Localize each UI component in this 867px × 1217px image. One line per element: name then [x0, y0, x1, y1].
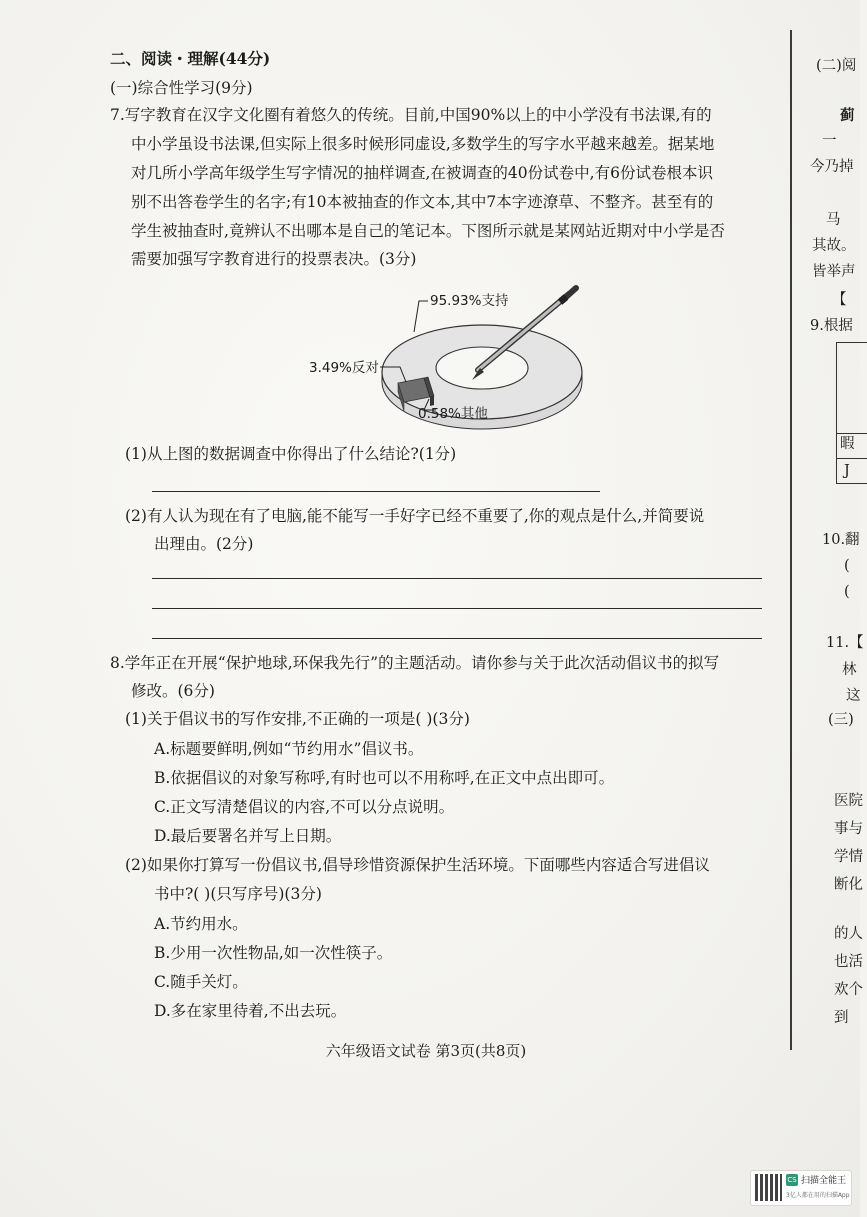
right-fragment: 蓟 [840, 107, 855, 124]
q8-sub1-option: D.最后要署名并写上日期。 [154, 827, 342, 845]
right-fragment: J [844, 463, 850, 479]
q7-sub2: 出理由。(2分) [154, 535, 254, 553]
right-fragment: ( [844, 558, 850, 574]
answer-line[interactable] [152, 578, 762, 579]
slice-other-side [430, 396, 434, 406]
vote-chart [300, 282, 600, 432]
q8-sub2: (2)如果你打算写一份倡议书,倡导珍惜资源保护生活环境。下面哪些内容适合写进倡议 [125, 856, 710, 874]
right-fragment: 9.根据 [810, 318, 853, 334]
q7-line: 别不出答卷学生的名字;有10本被抽查的作文本,其中7本字迹潦草、不整齐。甚至有的 [131, 193, 714, 211]
answer-line[interactable] [152, 491, 600, 492]
q7-sub2: (2)有人认为现在有了电脑,能不能写一手好字已经不重要了,你的观点是什么,并简要说 [125, 507, 705, 525]
right-fragment: 皆举声 [812, 264, 856, 280]
right-fragment: ( [844, 584, 850, 600]
q7-sub1: (1)从上图的数据调查中你得出了什么结论?(1分) [125, 445, 457, 463]
q8-line: 8.学年正在开展“保护地球,环保我先行”的主题活动。请你参与关于此次活动倡议书的拟写 [110, 654, 720, 672]
right-fragment: 10.翻 [822, 532, 860, 548]
right-fragment: 林 [842, 662, 857, 678]
right-fragment: 其故。 [812, 238, 856, 254]
right-fragment: 一 [822, 133, 837, 149]
answer-line[interactable] [152, 638, 762, 639]
q7-line: 学生被抽查时,竟辨认不出哪本是自己的笔记本。下图所示就是某网站近期对中小学是否 [131, 222, 725, 240]
label-oppose: 3.49%反对 [309, 360, 379, 376]
leader-support [414, 301, 428, 332]
right-fragment: 今乃掉 [810, 159, 854, 175]
q8-line: 修改。(6分) [131, 682, 215, 700]
right-fragment: 事与 [834, 821, 863, 837]
right-fragment: 断化 [834, 877, 863, 893]
q8-sub2-option: B.少用一次性物品,如一次性筷子。 [154, 944, 393, 962]
right-fragment: 11.【 [826, 635, 864, 651]
label-support: 95.93%支持 [430, 293, 509, 309]
fold-divider [790, 30, 792, 1050]
table-fragment [836, 342, 867, 484]
q8-sub2-option: A.节约用水。 [154, 915, 248, 933]
right-fragment: 欢个 [834, 982, 863, 998]
right-fragment: (三) [828, 712, 854, 728]
right-fragment: 这 [846, 688, 861, 704]
scanner-badge [750, 1170, 852, 1206]
q7-line: 中小学虽设书法课,但实际上很多时候形同虚设,多数学生的写字水平越来越差。据某地 [131, 135, 715, 153]
right-fragment: 的人 [834, 926, 863, 942]
answer-line[interactable] [152, 608, 762, 609]
subsection-title: (一)综合性学习(9分) [110, 79, 253, 97]
q7-line: 对几所小学高年级学生写字情况的抽样调查,在被调查的40份试卷中,有6份试卷根本识 [131, 164, 713, 182]
right-fragment: 【 [832, 292, 847, 308]
q8-sub1-option: B.依据倡议的对象写称呼,有时也可以不用称呼,在正文中点出即可。 [154, 769, 615, 787]
qr-code-icon [755, 1174, 782, 1201]
right-fragment: (二)阅 [816, 58, 857, 74]
scanner-app-slogan: 3亿人都在用的扫描App [786, 1192, 850, 1199]
right-fragment: 暇 [840, 436, 855, 452]
right-column [796, 0, 864, 1217]
q8-sub1: (1)关于倡议书的写作安排,不正确的一项是( )(3分) [125, 710, 470, 728]
camscanner-logo-icon: CS [787, 1176, 797, 1184]
q7-line: 需要加强写字教育进行的投票表决。(3分) [131, 250, 417, 268]
right-fragment: 学情 [834, 849, 863, 865]
section-title: 二、阅读・理解(44分) [110, 49, 271, 68]
right-fragment: 医院 [834, 793, 863, 809]
q7-line: 7.写字教育在汉字文化圈有着悠久的传统。目前,中国90%以上的中小学没有书法课,有的 [110, 106, 712, 124]
right-fragment: 马 [826, 212, 841, 228]
q8-sub2-option: C.随手关灯。 [154, 973, 248, 991]
q8-sub1-option: C.正文写清楚倡议的内容,不可以分点说明。 [154, 798, 455, 816]
page-footer: 六年级语文试卷 第3页(共8页) [325, 1042, 527, 1060]
q8-sub2: 书中?( )(只写序号)(3分) [154, 885, 322, 903]
scanner-app-name: 扫描全能王 [801, 1176, 847, 1186]
q8-sub2-option: D.多在家里待着,不出去玩。 [154, 1002, 347, 1020]
label-other: 0.58%其他 [418, 406, 488, 422]
right-fragment: 也活 [834, 954, 863, 970]
q8-sub1-option: A.标题要鲜明,例如“节约用水”倡议书。 [154, 740, 424, 758]
right-fragment: 到 [834, 1010, 849, 1026]
